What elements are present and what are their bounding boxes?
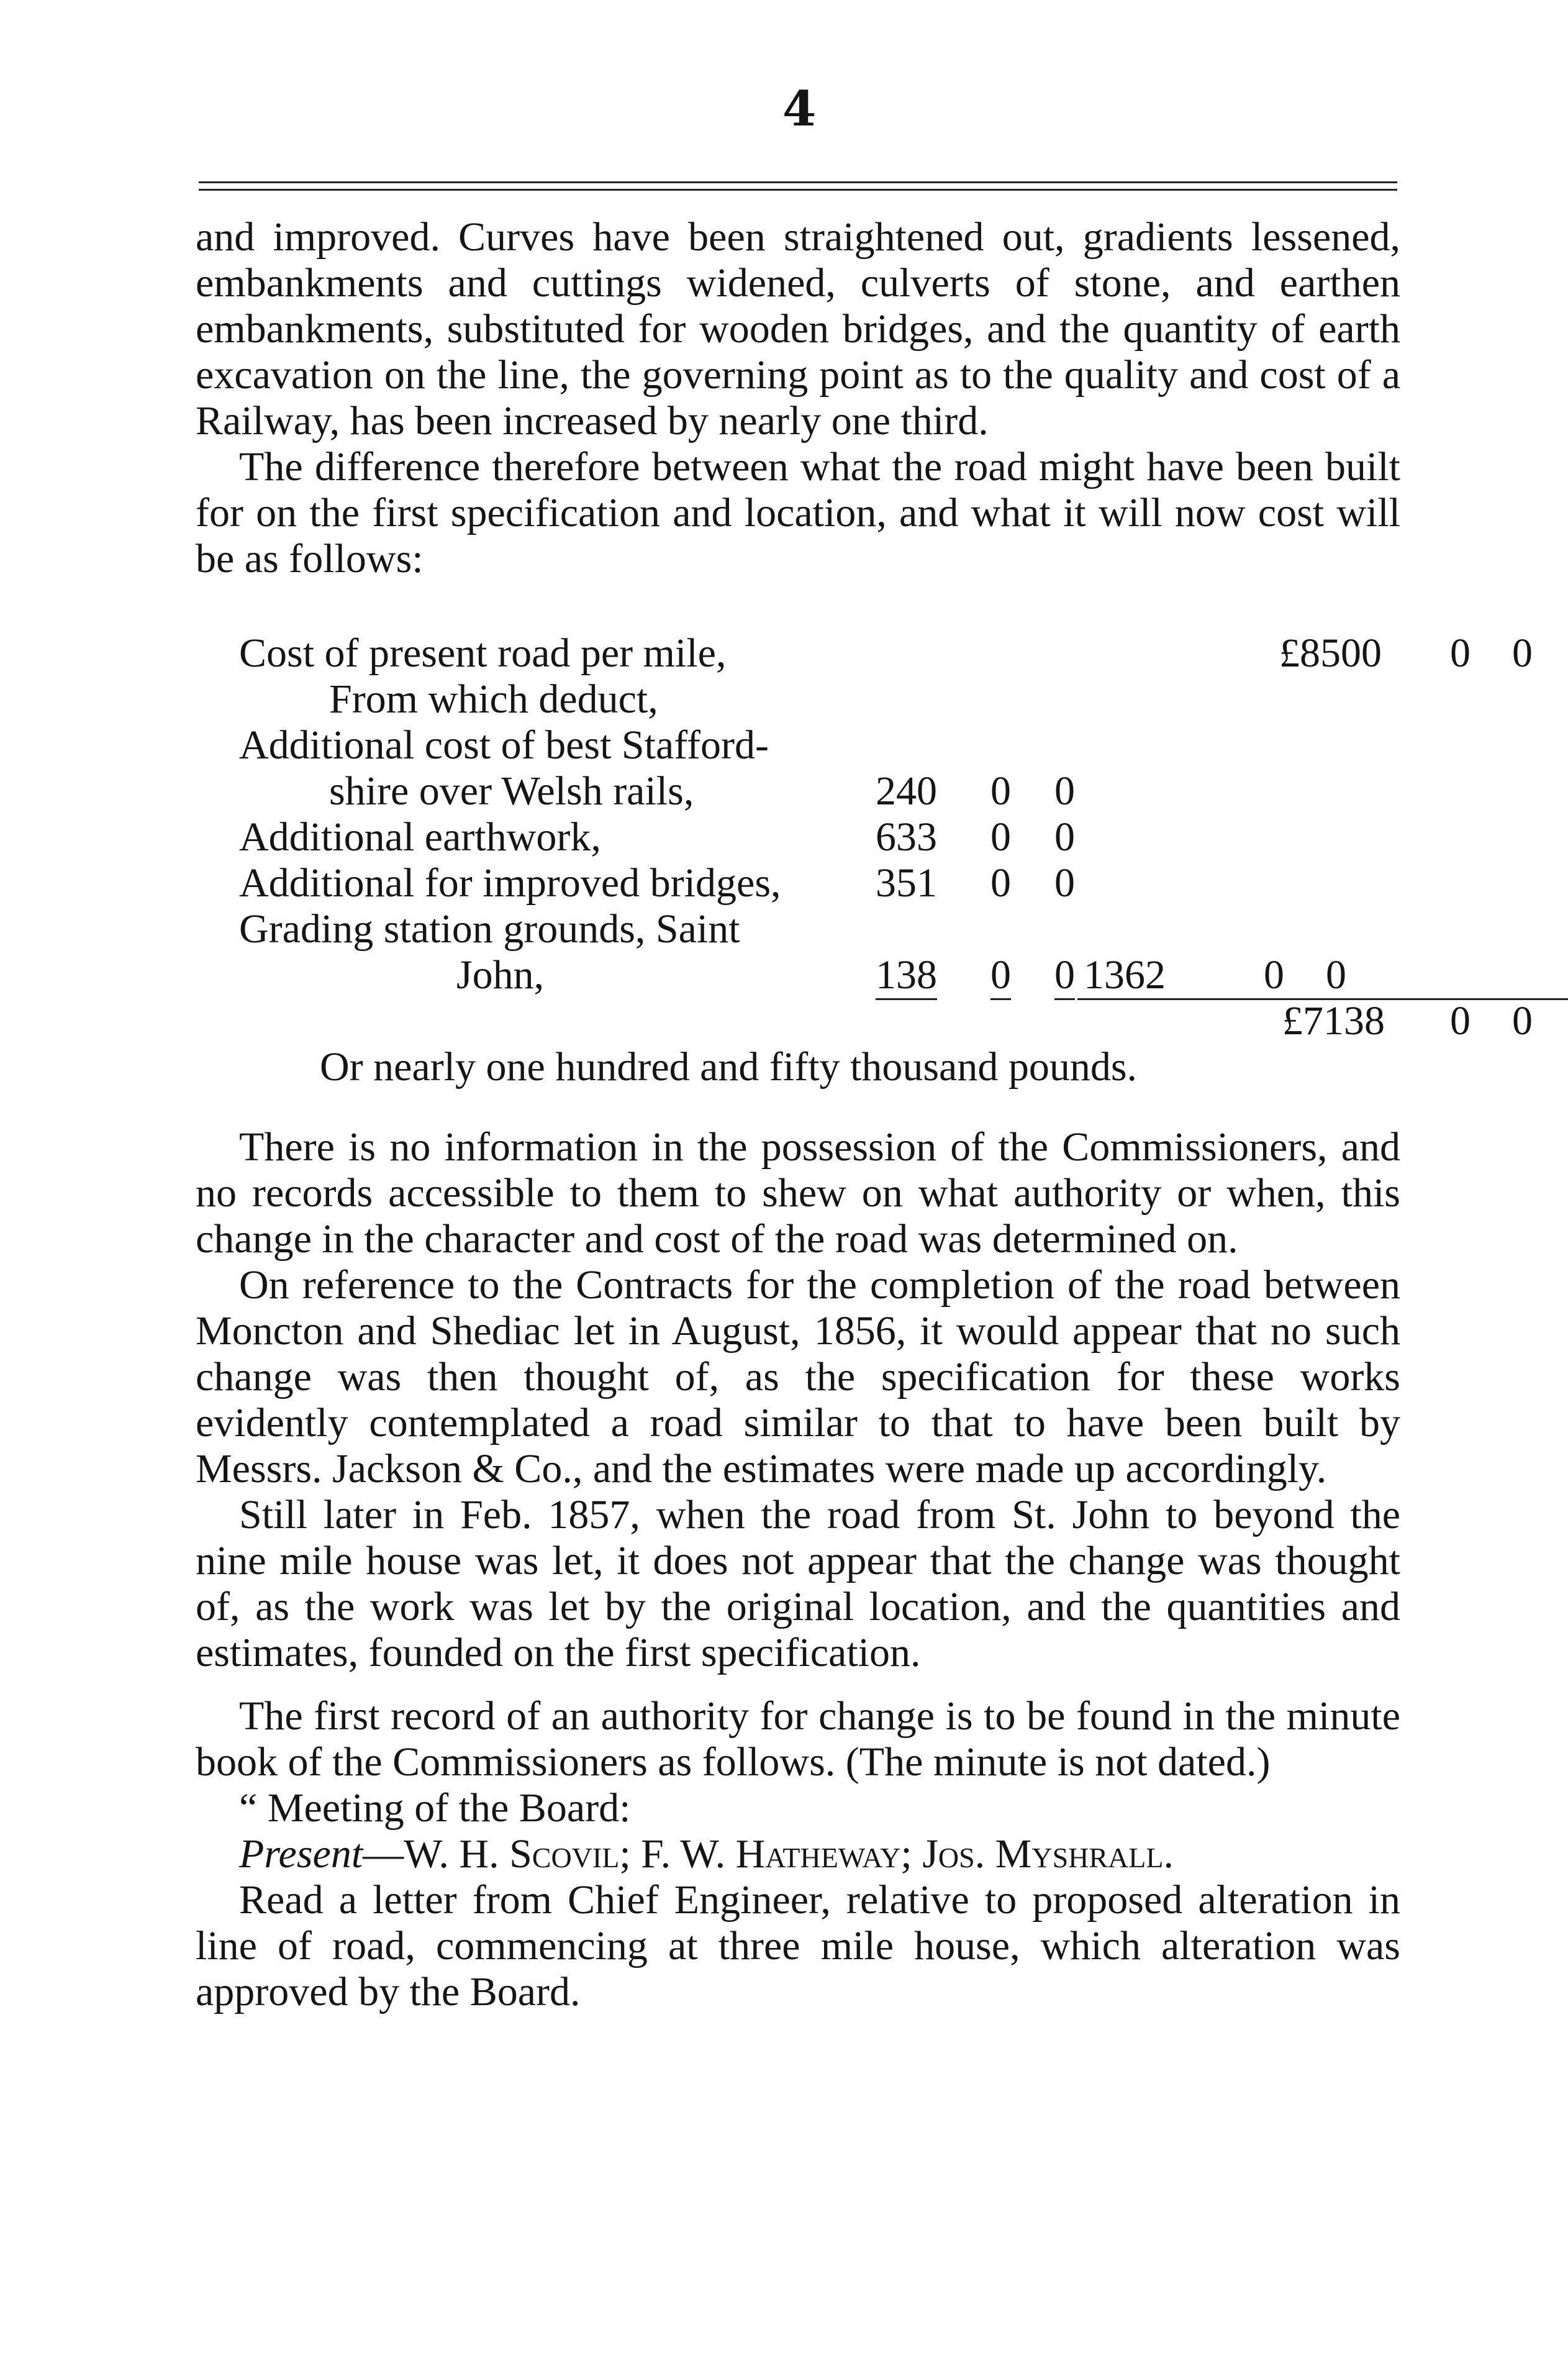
table-summary-row (196, 1044, 1400, 1090)
cost-table (196, 630, 1533, 1090)
paragraph-still-later: Still later in Feb. 1857, when the road from St. John to beyond the nine mile house was let, it does not appear that the change was thought of, as the work was let by the original location, and the quantities and estimates, founded on the first specification. (196, 1492, 1400, 1675)
upper-text-block (196, 214, 1400, 582)
header-rule-bottom (199, 189, 1397, 191)
deduction-sum-pence: 0 (1326, 952, 1346, 998)
paragraph-contracts: On reference to the Contracts for the completion of the road between Moncton and Shediac let in August, 1856, it would appear that no such change was then thought of, as the specification for these works evidently contemplated a road similar to that to have been built by Messrs. Jackson & Co., and the estimates were made up accordingly. (196, 1262, 1400, 1491)
table-row (196, 722, 1400, 768)
deduction-sum-shillings: 0 (1264, 952, 1284, 998)
table-row (196, 860, 1400, 906)
row-label: Additional cost of best Stafford- (239, 722, 769, 768)
header-rule-top (199, 181, 1397, 183)
row-pence: 0 (1054, 768, 1075, 814)
total-shillings: 0 (1450, 998, 1471, 1044)
row-pounds: 240 (876, 768, 937, 814)
row-label: Additional earthwork, (239, 814, 601, 860)
table-row (196, 630, 1533, 676)
paragraph-difference: The difference therefore between what the road might have been built for on the first specification and location, and what it will now cost will be as follows: (196, 444, 1400, 581)
paragraph-first-record: The first record of an authority for change is to be found in the minute book of the Commissioners as follows. (The minute is not dated.) (196, 1693, 1400, 1785)
row-shillings: 0 (990, 860, 1011, 906)
paragraph-continuation: and improved. Curves have been straightened out, gradients lessened, embankments and cuttings widened, culverts of stone, and earthen embankments, substituted for wooden bridges, and the quantity of earth excavation on the line, the governing point as to the quality and cost of a Railway, has been increased by nearly one third. (196, 214, 1400, 444)
page-number: 4 (782, 81, 817, 137)
row-pounds: 351 (876, 860, 937, 906)
minute-resolution: Read a letter from Chief Engineer, relative to proposed alteration in line of road, commencing at three mile house, which alteration was approved by the Board. (196, 1877, 1400, 2014)
table-row (196, 906, 1400, 952)
lower-text-block (196, 1124, 1400, 2015)
row-label: Grading station grounds, Saint (239, 906, 740, 952)
row-pounds: 633 (876, 814, 937, 860)
row-pence: 0 (1054, 814, 1075, 860)
row-pounds: 138 (876, 952, 937, 1000)
row-pounds: £8500 (1279, 630, 1382, 676)
row-pence: 0 (1054, 952, 1075, 1000)
present-label: Present (239, 1831, 363, 1877)
row-pence: 0 (1512, 630, 1533, 676)
row-pence: 0 (1054, 860, 1075, 906)
row-label: Cost of present road per mile, (239, 630, 727, 676)
row-label-continued: shire over Welsh rails, (329, 768, 694, 814)
row-shillings: 0 (990, 952, 1011, 1000)
table-row (196, 814, 1400, 860)
paragraph-no-information: There is no information in the possession of the Commissioners, and no records accessible to them to shew on what authority or when, this change in the character and cost of the road was determined on. (196, 1124, 1400, 1262)
total-pounds: £7138 (1282, 998, 1385, 1044)
present-names: —W. H. Scovil; F. W. Hatheway; Jos. Myshrall. (363, 1831, 1174, 1877)
row-shillings: 0 (990, 814, 1011, 860)
minute-present (196, 1831, 1400, 1877)
row-shillings: 0 (990, 768, 1011, 814)
row-label: Additional for improved bridges, (239, 860, 781, 906)
table-row (196, 676, 1400, 722)
total-row (196, 998, 1533, 1044)
row-shillings: 0 (1450, 630, 1471, 676)
deduction-sum-pounds: 1362 (1084, 952, 1166, 998)
table-row (196, 952, 1400, 998)
row-label: From which deduct, (329, 676, 658, 722)
total-pence: 0 (1512, 998, 1533, 1044)
table-summary: Or nearly one hundred and fifty thousand pounds. (320, 1044, 1138, 1090)
minute-heading: “ Meeting of the Board: (239, 1785, 631, 1831)
table-row (196, 768, 1400, 814)
row-label-continued: John, (456, 952, 545, 998)
